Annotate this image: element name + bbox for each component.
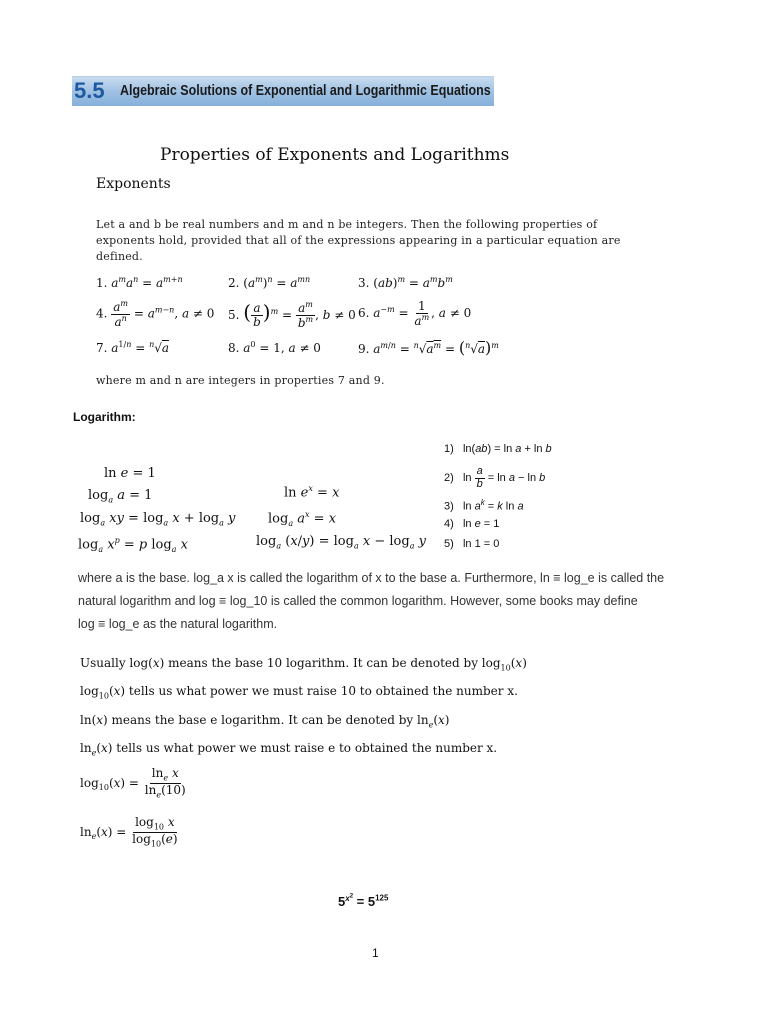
exp-property-3: 3. $(ab)^m = a^mb^m$ [358,275,453,290]
identity-log-a-a: $\log_a a = 1$ [88,488,153,505]
exp-property-4: 4. $\frac{a^m}{a^n}$ = $a^{m-n}$, a ≠ 0 [96,299,215,329]
exp-property-9: 9. $a^{m/n} = ^n√a^m = (^n√a)^m$ [358,338,499,357]
log-rule-3: 3) $\ln a^k = k$ ln a [444,498,524,513]
definition-line-3: log ≡ log_e as the natural logarithm. [78,617,278,631]
intro-line-3: defined. [96,250,143,263]
page-title: Properties of Exponents and Logarithms [160,145,510,165]
note-line-2: $\log_{10}(x)$ tells us what power we must raise 10 to obtained the number x. [80,684,518,701]
log-rule-5: 5) ln 1 = 0 [444,538,500,550]
log-rule-4: 4) ln e = 1 [444,518,500,530]
note-base10-text: means the base 10 logarithm. It can be denoted by [168,656,478,670]
intro-line-1: Let a and b be real numbers and m and n be integers. Then the following properties of [96,218,598,231]
log-rule-3-number: 3) [444,500,454,513]
change-of-base-log10: $\log_{10}(x)$ = $\frac{\ln_e x}{\ln_e(10)}$ [80,766,186,800]
log-rule-5-number: 5) [444,538,454,550]
exponents-footnote: where m and n are integers in properties 7 and 9. [96,374,385,387]
identity-product: $\log_a$ xy = $\log_a x + \log_a y$ [80,511,236,528]
exp-property-6: 6. $a^{-m}$ = $\frac{1}{a^m}$ , a ≠ 0 [358,299,472,328]
identity-power: $\log_a x^p = p$ $\log_a x$ [78,536,188,554]
exponents-heading: Exponents [96,176,171,192]
section-title: Algebraic Solutions of Exponential and Logarithmic Equations [120,83,491,99]
note-line-3: ln(x) means the base e logarithm. It can be denoted by $\ln_e(x)$ [80,713,450,730]
note-basee-text: means the base e logarithm. It can be denoted by [111,713,414,727]
note-power10-text: tells us what power we must raise 10 to obtained the number x. [128,684,518,698]
exp-property-8: 8. $a^0 = 1$, a ≠ 0 [228,340,321,355]
exp-property-1: 1. $a^ma^n = a^{m+n}$ [96,275,183,290]
log-rule-1: 1) ln(ab) = ln a + ln b [444,443,552,455]
identity-ln-ex: $\ln e^x = x$ [284,484,340,501]
exp-property-2: 2. $(a^m)^n = a^{mn}$ [228,275,311,290]
log-rule-1-number: 1) [444,443,454,455]
note-usually: Usually [80,656,126,670]
note-powere-text: tells us what power we must raise e to obtained the number x. [116,741,498,755]
intro-line-2: exponents hold, provided that all of the expressions appearing in a particular equation are [96,234,621,247]
log-rule-2-number: 2) [444,471,454,484]
logarithm-heading: Logarithm: [73,410,136,424]
definition-line-1: where a is the base. log_a x is called the logarithm of x to the base a. Furthermore, ln ≡ log_e is called the [78,571,665,585]
exp-property-7: 7. $a^{1/n} = ^n√a$ [96,340,170,355]
definition-line-2: natural logarithm and log ≡ log_10 is called the common logarithm. However, some books may define [78,594,638,608]
page-number: 1 [372,946,379,960]
note-line-4: $\ln_e(x)$ tells us what power we must raise e to obtained the number x. [80,741,498,758]
identity-log-ax: $\log_a a^x = x$ [268,510,337,528]
identity-quotient: $\log_a (x/y) = \log_a x - \log_a y$ [256,534,426,551]
identity-ln-e: ln e = 1 [104,466,156,481]
log-rule-4-number: 4) [444,518,454,530]
example-equation: $5^{x^2} = 5^{125}$ [338,893,389,909]
exp-property-5: 5. ( $\frac{a}{b}$ )$^m$ = $\frac{a^m}{b^m}$ , b ≠ 0 [228,300,356,330]
change-of-base-ln: $\ln_e(x)$ = $\frac{\log_{10} x}{\log_{10}(e)}$ [80,815,178,849]
log-rule-2: 2) ln $\frac{a}{b}$ = ln a − ln b [444,465,546,490]
note-line-1: Usually log(x) means the base 10 logarithm. It can be denoted by $\log_{10}(x)$ [80,656,527,673]
section-number: 5.5 [74,78,105,103]
